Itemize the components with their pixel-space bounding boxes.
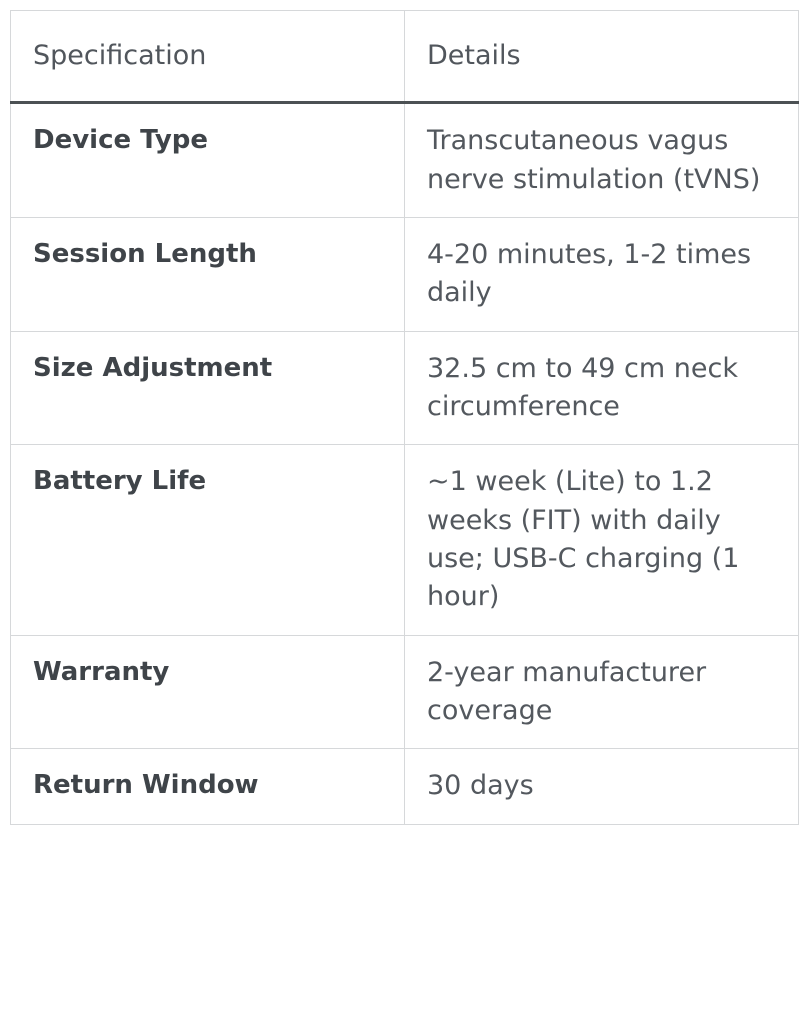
table-body (11, 103, 799, 824)
row-value-warranty: 2-year manufacturer coverage (405, 635, 799, 749)
column-header-details: Details (405, 11, 799, 103)
row-label-battery-life: Battery Life (11, 445, 405, 635)
row-label-device-type: Device Type (11, 103, 405, 218)
table-row (11, 331, 799, 445)
row-label-return-window: Return Window (11, 749, 405, 824)
table-header-row (11, 11, 799, 103)
row-label-session-length: Session Length (11, 217, 405, 331)
row-value-return-window: 30 days (405, 749, 799, 824)
table-row (11, 635, 799, 749)
table-row (11, 103, 799, 218)
specification-table (10, 10, 799, 825)
row-value-battery-life: ~1 week (Lite) to 1.2 weeks (FIT) with daily use; USB-C charging (1 hour) (405, 445, 799, 635)
table-row (11, 217, 799, 331)
table-row (11, 749, 799, 824)
row-label-warranty: Warranty (11, 635, 405, 749)
table-header (11, 11, 799, 103)
row-value-size-adjustment: 32.5 cm to 49 cm neck circumference (405, 331, 799, 445)
row-label-size-adjustment: Size Adjustment (11, 331, 405, 445)
row-value-device-type: Transcutaneous vagus nerve stimulation (tVNS) (405, 103, 799, 218)
row-value-session-length: 4-20 minutes, 1-2 times daily (405, 217, 799, 331)
table-row (11, 445, 799, 635)
column-header-specification: Specification (11, 11, 405, 103)
